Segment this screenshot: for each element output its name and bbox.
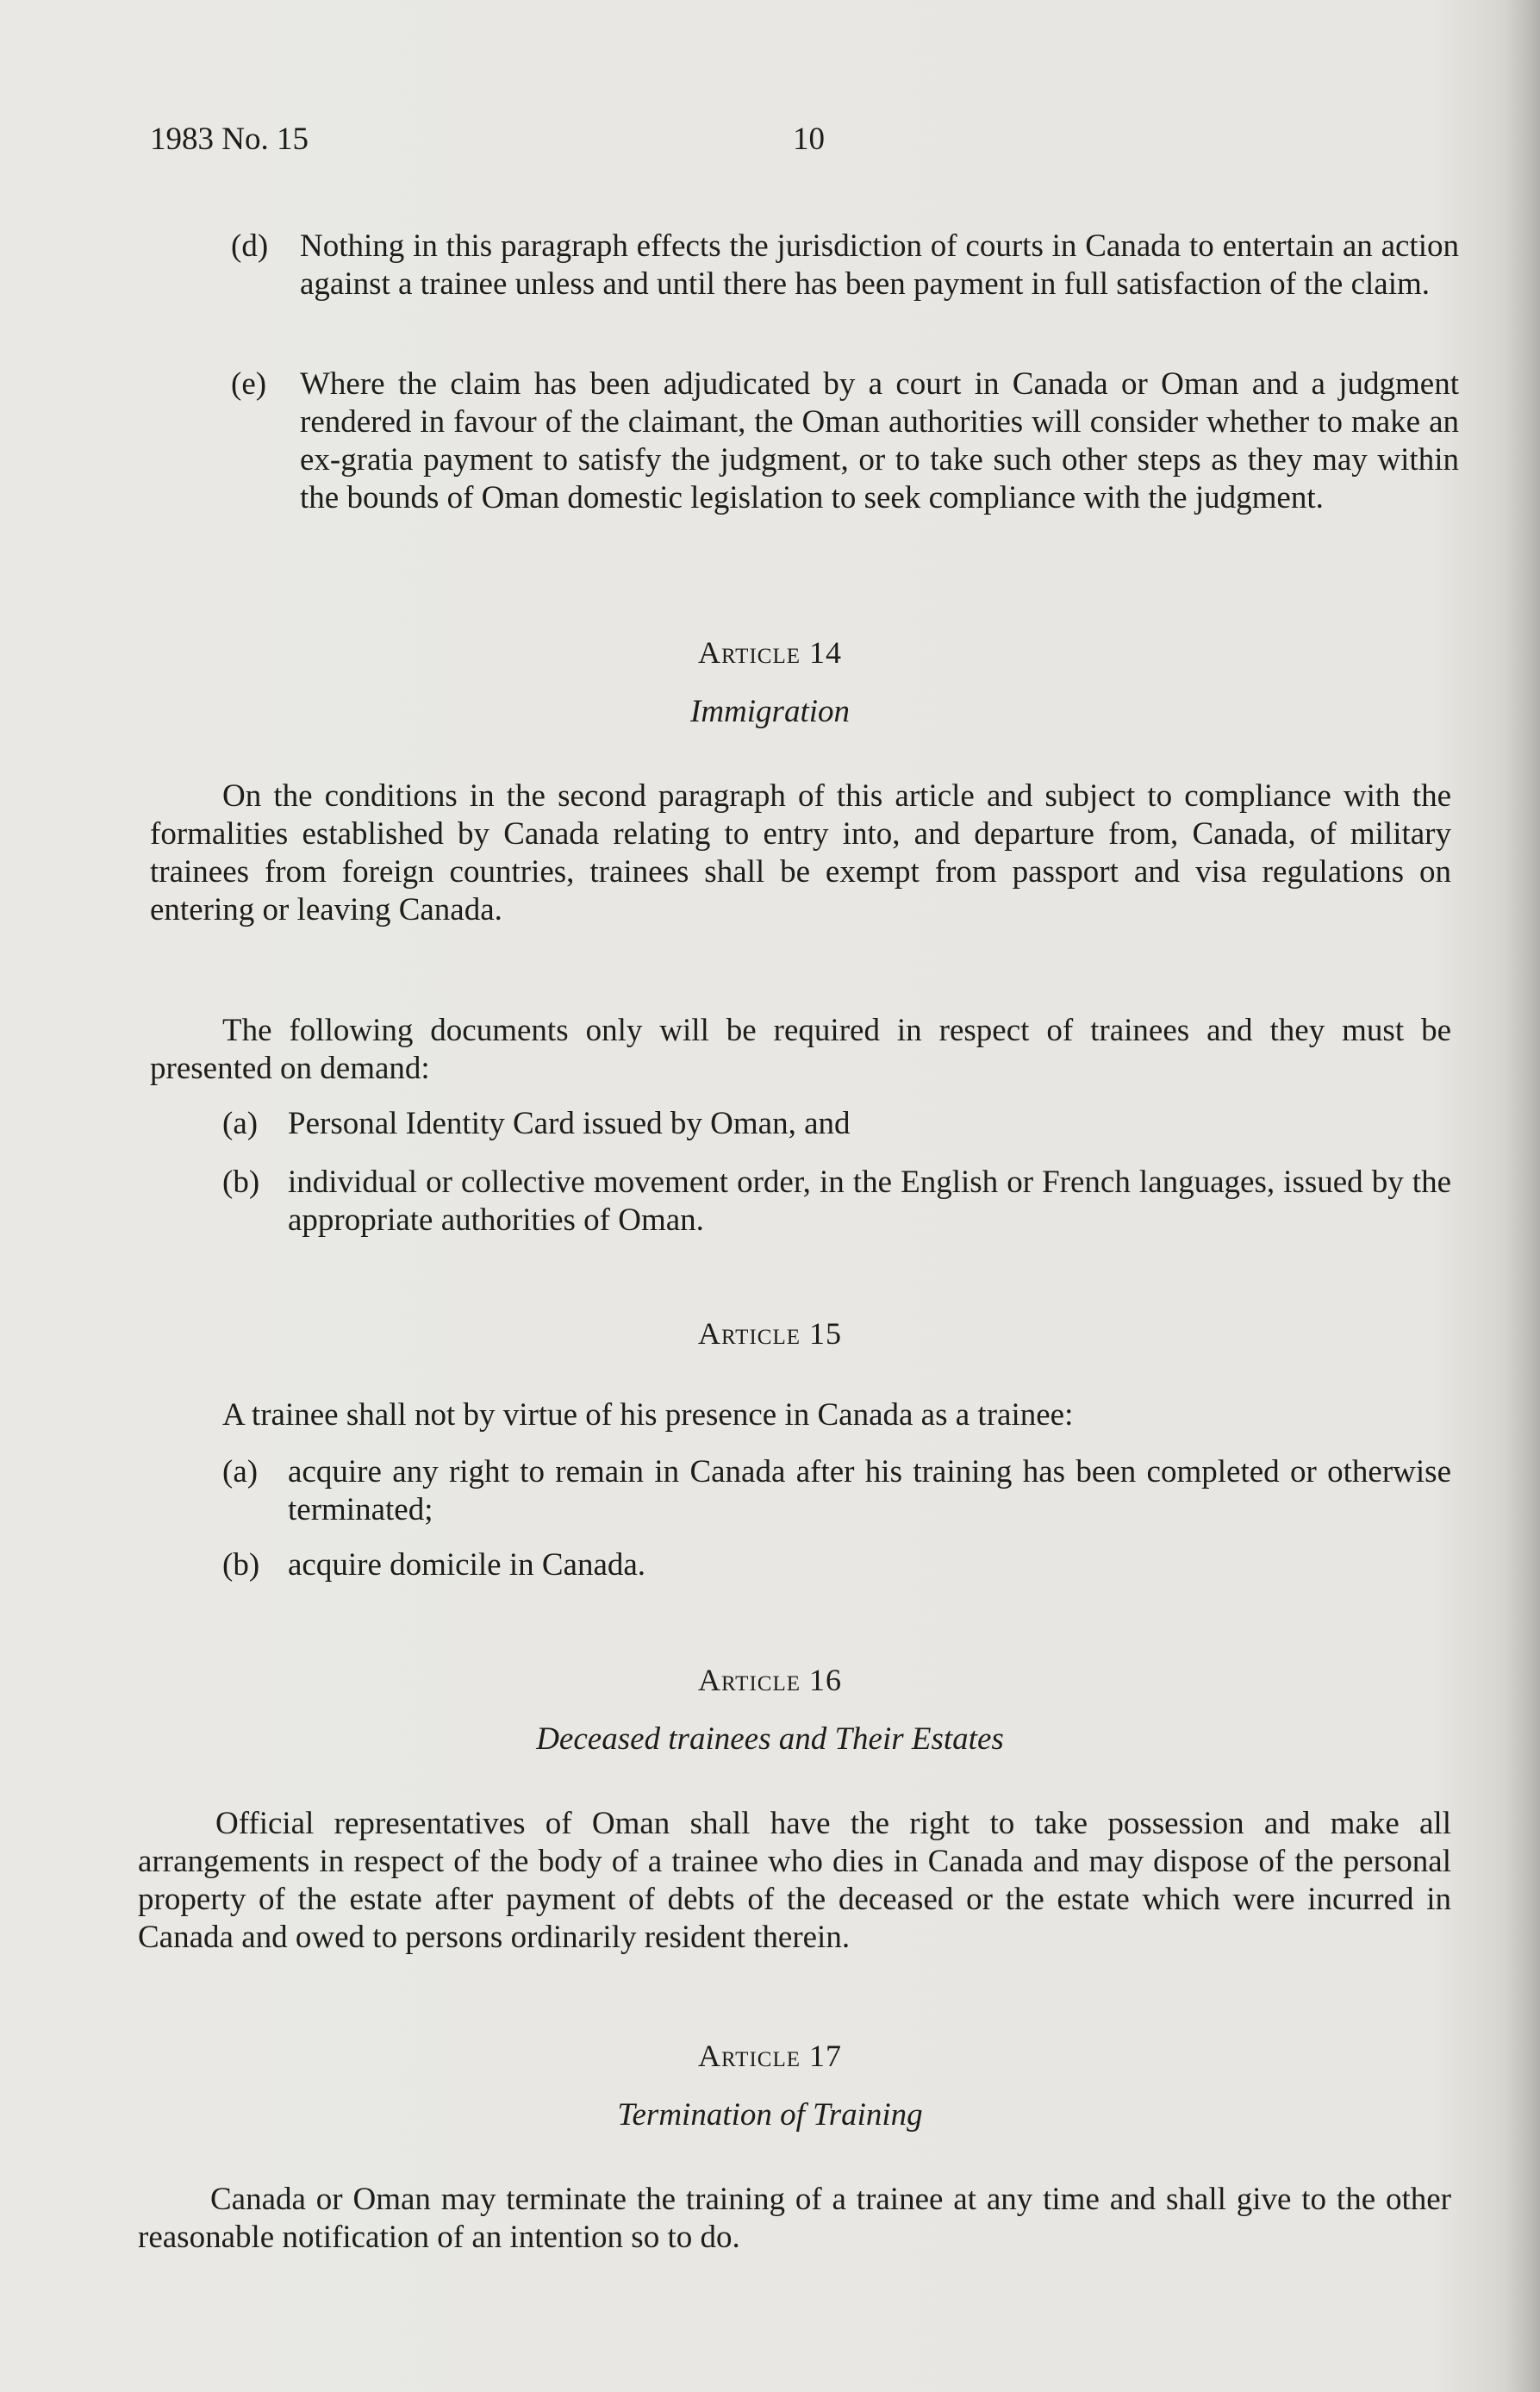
item-text: acquire domicile in Canada. (288, 1547, 646, 1583)
article-17-title: Article 17 (698, 2039, 842, 2073)
item-label: (a) (222, 1106, 259, 1141)
article-14-paragraph-2 (150, 1012, 1451, 1088)
item-text: Nothing in this paragraph effects the jurisdiction of courts in Canada to entertain an action against a trainee unless and until there has been payment in full satisfaction of the claim. (300, 228, 1459, 302)
article-16-paragraph-1 (138, 1805, 1451, 1957)
statute-reference: 1983 No. 15 (150, 122, 309, 157)
paragraph-text: A trainee shall not by virtue of his presence in Canada as a trainee: (222, 1397, 1074, 1433)
paragraph-text: On the conditions in the second paragraph of this article and subject to compliance with the formalities established by Canada relating to entry into, and departure from, Canada, of military trainees from foreign countries, trainees shall be exempt from passport and visa regulations on entering or leaving Canada. (150, 778, 1451, 927)
article-17-subtitle: Termination of Training (617, 2097, 923, 2133)
article-14-paragraph-1 (150, 778, 1451, 929)
item-label: (e) (231, 366, 267, 402)
item-text: Where the claim has been adjudicated by a court in Canada or Oman and a judgment rendered in favour of the claimant, the Oman authorities will consider whether to make an ex-gratia payment to satisfy the judgment, or to take such other steps as they may within the bounds of Oman domestic legislation to seek compliance with the judgment. (300, 366, 1459, 515)
item-label: (d) (231, 228, 269, 264)
page-number: 10 (793, 122, 825, 157)
item-label: (b) (222, 1547, 260, 1583)
article-15-paragraph-1 (150, 1396, 1451, 1434)
article-17-paragraph-1 (138, 2181, 1451, 2257)
item-label: (a) (222, 1454, 259, 1490)
article-16-subtitle: Deceased trainees and Their Estates (536, 1721, 1004, 1757)
article-15-title: Article 15 (698, 1316, 842, 1351)
item-text: Personal Identity Card issued by Oman, and (288, 1106, 851, 1141)
paragraph-text: The following documents only will be required in respect of trainees and they must be presented on demand: (150, 1013, 1451, 1086)
item-label: (b) (222, 1165, 260, 1200)
item-text: acquire any right to remain in Canada after his training has been completed or otherwise terminated; (288, 1454, 1451, 1527)
article-16-title: Article 16 (698, 1663, 842, 1697)
article-14-title: Article 14 (698, 635, 842, 670)
paragraph-text: Canada or Oman may terminate the training of a trainee at any time and shall give to the other reasonable notification of an intention so to do. (138, 2182, 1451, 2255)
paragraph-text: Official representatives of Oman shall have the right to take possession and make all arrangements in respect of the body of a trainee who dies in Canada and may dispose of the personal property of the estate after payment of debts of the deceased or the estate which were incurred in Canada and owed to persons ordinarily resident therein. (138, 1806, 1451, 1955)
page-edge-shadow (1506, 0, 1540, 2392)
item-text: individual or collective movement order, in the English or French languages, issued by the appropriate authorities of Oman. (288, 1165, 1451, 1238)
article-14-subtitle: Immigration (690, 694, 850, 729)
